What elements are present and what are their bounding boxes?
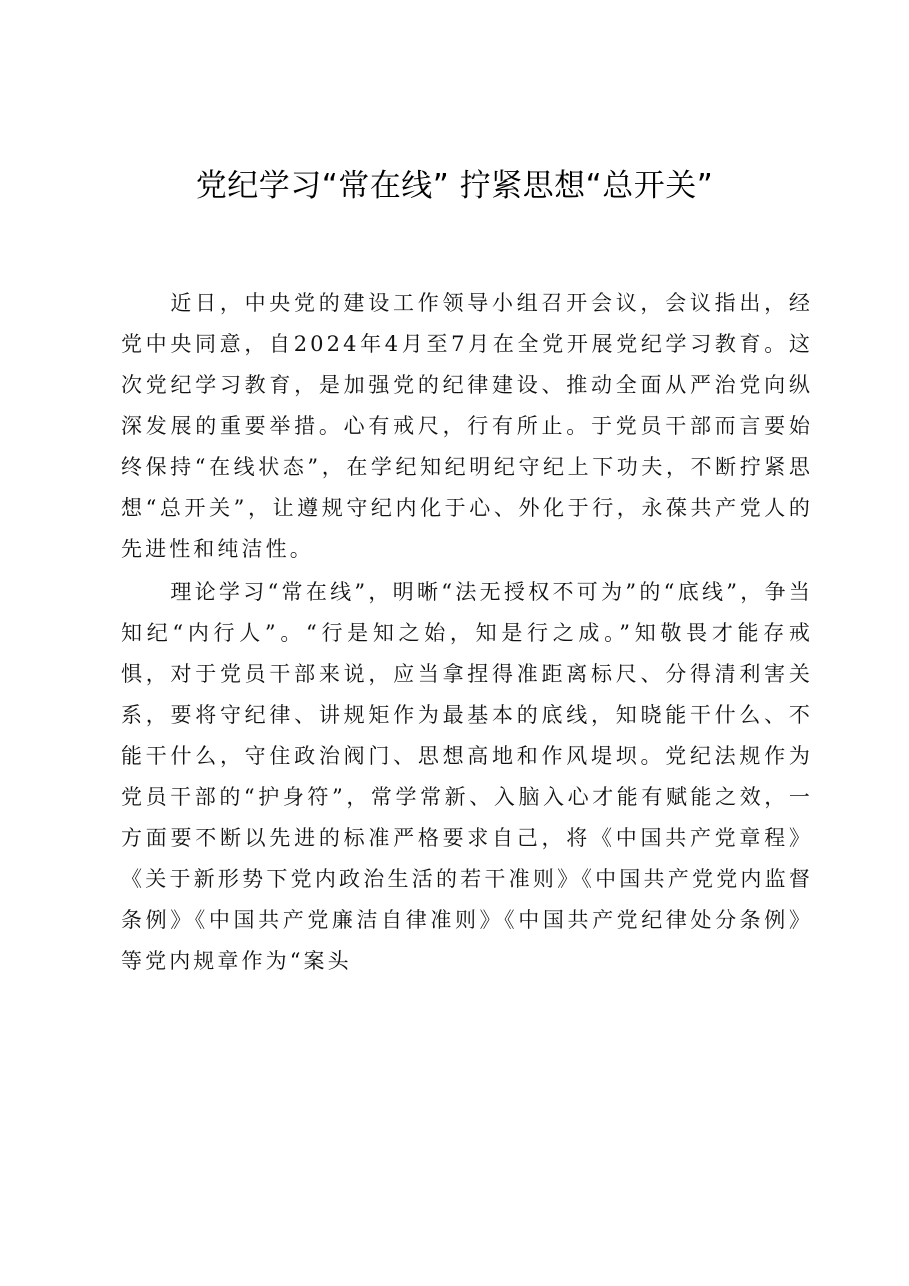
body-paragraph-2: 理论学习“常在线”，明晰“法无授权不可为”的“底线”，争当知纪“内行人”。“行是知之始，知是行之成。”知敬畏才能存戒惧，对于党员干部来说，应当拿捏得准距离标尺、分得清利害关系，要将守纪律、讲规矩作为最基本的底线，知晓能干什么、不能干什么，守住政治阀门、思想高地和作风堤坝。党纪法规作为党员干部的“护身符”，常学常新、入脑入心才能有赋能之效，一方面要不断以先进的标准严格要求自己，将《中国共产党章程》《关于新形势下党内政治生活的若干准则》《中国共产党党内监督条例》《中国共产党廉洁自律准则》《中国共产党纪律处分条例》等党内规章作为“案头 [121, 580, 813, 973]
body-paragraph-1: 近日，中央党的建设工作领导小组召开会议，会议指出，经党中央同意，自2024年4月至7月在全党开展党纪学习教育。这次党纪学习教育，是加强党的纪律建设、推动全面从严治党向纵深发展的重要举措。心有戒尺，行有所止。于党员干部而言要始终保持“在线状态”，在学纪知纪明纪守纪上下功夫，不断拧紧思想“总开关”，让遵规守纪内化于心、外化于行，永葆共产党人的先进性和纯洁性。 [121, 291, 813, 561]
document-body [121, 283, 813, 984]
document-title: 党纪学习“常在线” 拧紧思想“总开关” [195, 168, 714, 204]
